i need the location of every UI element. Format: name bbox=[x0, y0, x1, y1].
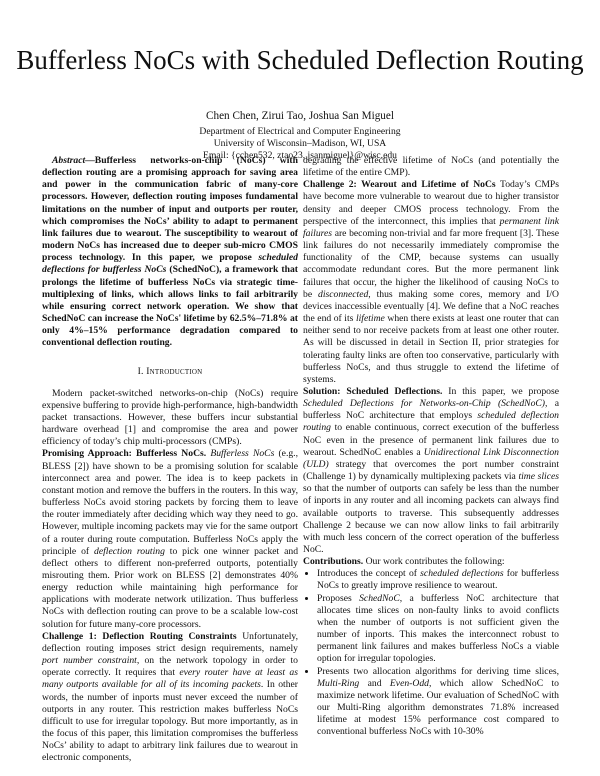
abstract bbox=[42, 155, 298, 350]
text-run: , a bufferless NoC architecture that employs bbox=[303, 398, 560, 422]
department: Department of Electrical and Computer Engineering bbox=[199, 126, 401, 137]
italic-run: lifetime bbox=[355, 313, 385, 325]
author-list: Chen Chen, Zirui Tao, Joshua San Miguel bbox=[206, 110, 394, 122]
italic-run: Scheduled Deflections for Networks-on-Chip (SchedNoC) bbox=[303, 398, 546, 410]
paragraph bbox=[42, 631, 298, 765]
text-run: degrading the effective lifetime of NoCs (and potentially the lifetime of the entire CMP). bbox=[303, 155, 559, 179]
italic-run: Multi-Ring bbox=[317, 677, 360, 689]
text-run: are becoming non-trivial and far more frequent [3]. These link failures do not necessarily immediately compromise the functionality of the CMP, because systems can usually accommodate redundant cores. But the more permanent link failures that occur, the higher the likelihood of causing NoCs to be bbox=[303, 227, 559, 300]
italic-run: disconnected bbox=[318, 288, 369, 300]
text-run: (e.g., BLESS [2]) have shown to be a promising solution for scalable interconnect area and power. The idea is to keep packets in constant motion and remove the buffers in the routers. In this way, bufferless NoCs avoid storing packets by forcing them to leave the router immediately after deciding which way they need to go. However, multiple incoming packets may vie for the same outport of a router during route computation. Bufferless NoCs apply the principle of bbox=[42, 448, 298, 557]
text-run: Presents two allocation algorithms for deriving time slices, bbox=[317, 665, 559, 677]
text-run: to enable continuous, correct execution of the bufferless NoC even in the presence of permanent link failures due to wearout. SchedNoC enables a bbox=[303, 422, 559, 458]
paragraph bbox=[303, 179, 559, 386]
text-run: , a bufferless NoC architecture that allocates time slices on non-faulty links to avoid conflicts when the number of outports is not sufficient given the number of inports. This makes the interconnect robust to permanent link failures and makes bufferless NoCs a viable option for irregular topologies. bbox=[317, 592, 559, 665]
text-run: when there exists at least one router that can neither send to nor receive packets from at least one other router. As will be discussed in detail in Section II, prior strategies for tolerating faulty links are often too conservative, particularly with bufferless NoCs, and thus struggle to extend the lifetime of systems. bbox=[303, 313, 559, 385]
bold-run: Solution: Scheduled Deflections. bbox=[303, 385, 443, 397]
text-run: Unfortunately, deflection routing imposes strict design requirements, namely bbox=[42, 630, 298, 654]
text-run: I. Introduction bbox=[137, 365, 203, 377]
paragraph bbox=[42, 448, 298, 630]
paragraph bbox=[42, 388, 298, 449]
left-column bbox=[42, 155, 298, 765]
italic-run: permanent link failures bbox=[303, 215, 559, 239]
text-run: Our work contributes the following: bbox=[363, 556, 505, 568]
contribution-item bbox=[317, 568, 559, 592]
text-run: (SchedNoC), a framework that prolongs the lifetime of bufferless NoCs via strategic time-multiplexing of links, which allows links to fail arbitrarily while ensuring correct network operation. We show that SchedNoC can increase the NoCs' lifetime by 62.5%–71.8% at only 4%–15% performance degradation compared to conventional deflection routing. bbox=[42, 264, 298, 349]
text-run: so that the number of outports can safely be less than the number of inports in any router and all incoming packets can always find available outports to traverse. This subsequently addresses Challenge 2 because we can now allow links to fail arbitrarily with much less concern of the correct operation of the bufferless NoC. bbox=[303, 483, 559, 555]
text-run: , which allow SchedNoC to maximize network lifetime. Our evaluation of SchedNoC with our Multi-Ring algorithm demonstrates 71.8% increased lifetime at modest 15% performance cost compared to conventional bufferless NoCs with 10-30% bbox=[317, 677, 559, 738]
italic-run: Even-Odd bbox=[389, 677, 429, 689]
italic-run: Bufferless NoCs bbox=[210, 448, 275, 460]
text-run: Today’s CMPs have become more vulnerable to wearout due to higher transistor density and deeper CMOS process technology. From the perspective of the interconnect, this implies that bbox=[303, 179, 559, 227]
italic-run: scheduled deflection routing bbox=[303, 410, 559, 434]
italic-run: deflection routing bbox=[94, 545, 165, 557]
text-run: Modern packet-switched networks-on-chip (NoCs) require expensive buffering to provide high-performance, high-bandwidth packet transactions. However, these buffers incur substantial hardware overhead [1] and compromise the area and power efficiency of today’s chip multi-processors (CMPs). bbox=[42, 387, 298, 448]
text-run: , on the network topology in order to operate correctly. It requires that bbox=[42, 655, 298, 679]
university: University of Wisconsin–Madison, WI, USA bbox=[213, 138, 387, 149]
contribution-item bbox=[317, 593, 559, 666]
right-paragraphs bbox=[303, 155, 559, 568]
email: Email: {cchen532, ztao23, jsanmiguel}@wisc.edu bbox=[203, 150, 397, 161]
text-run: Introduces the concept of bbox=[317, 568, 421, 580]
bold-run: Challenge 1: Deflection Routing Constraints bbox=[42, 630, 237, 642]
text-run: to pick one winner packet and deflect others to different non-preferred outports, potentially misrouting them. Prior work on BLESS [2] demonstrates 40% energy reduction while maintaining high performance for applications with moderate network utilization. Thus bufferless NoCs with deflection routing can prove to be a scalable low-cost solution for future many-core processors. bbox=[42, 545, 299, 630]
paragraph bbox=[303, 386, 559, 556]
text-run: In this paper, we propose bbox=[442, 385, 560, 397]
section-heading bbox=[42, 366, 298, 378]
bold-run: Contributions. bbox=[303, 556, 364, 568]
contributions-list bbox=[303, 568, 559, 738]
italic-run: Unidirectional Link Disconnection (ULD) bbox=[303, 446, 559, 470]
text-run: . In other words, the number of inports must never exceed the number of outports in any router. This restriction makes bufferless NoCs difficult to use for irregular topology. But more importantly, as in the focus of this paper, this limitation compromises the bufferless NoCs’ ability to adapt to arbitrary link failures due to wearout in electronic components, bbox=[42, 679, 298, 764]
contribution-item bbox=[317, 666, 559, 739]
bold-run: Promising Approach: Bufferless NoCs. bbox=[42, 448, 211, 460]
italic-run: Abstract bbox=[52, 155, 86, 166]
text-run: strategy that overcomes the port number constraint (Challenge 1) by dynamically multiplexing packets via bbox=[303, 458, 559, 483]
italic-run: time slices bbox=[518, 471, 559, 483]
paragraph bbox=[303, 556, 559, 568]
italic-run: scheduled deflections for bufferless NoCs bbox=[42, 252, 298, 276]
italic-run: port number constraint bbox=[42, 655, 137, 667]
text-run: Proposes bbox=[317, 592, 360, 604]
paper-title: Bufferless NoCs with Scheduled Deflection Routing bbox=[16, 45, 584, 75]
italic-run: SchedNoC bbox=[359, 592, 400, 604]
italic-run: every router have at least as many outports available for all of its incoming packets bbox=[42, 667, 298, 691]
paragraph bbox=[303, 155, 559, 179]
text-run: —Bufferless networks-on-chip (NoCs) with deflection routing are a promising approach for saving area and power in the communication fabric of many-core processors. However, deflection routing imposes fundamental limitations on the number of input and outports per router, which compromises the NoCs’ ability to adapt to permanent link failures due to wearout. The susceptibility to wearout of modern NoCs has increased due to deeper sub-micro CMOS process technology. In this paper, we propose bbox=[42, 155, 298, 264]
right-column bbox=[303, 155, 559, 739]
text-run: , thus making some cores, memory and I/O devices inaccessible eventually [4]. We define that a NoC reaches the end of its bbox=[303, 288, 559, 325]
bold-run: Challenge 2: Wearout and Lifetime of NoCs bbox=[303, 179, 496, 191]
text-run: and bbox=[359, 677, 390, 689]
italic-run: scheduled deflections bbox=[420, 568, 504, 580]
text-run: for bufferless NoCs to greatly improve resilience to wearout. bbox=[317, 568, 559, 592]
